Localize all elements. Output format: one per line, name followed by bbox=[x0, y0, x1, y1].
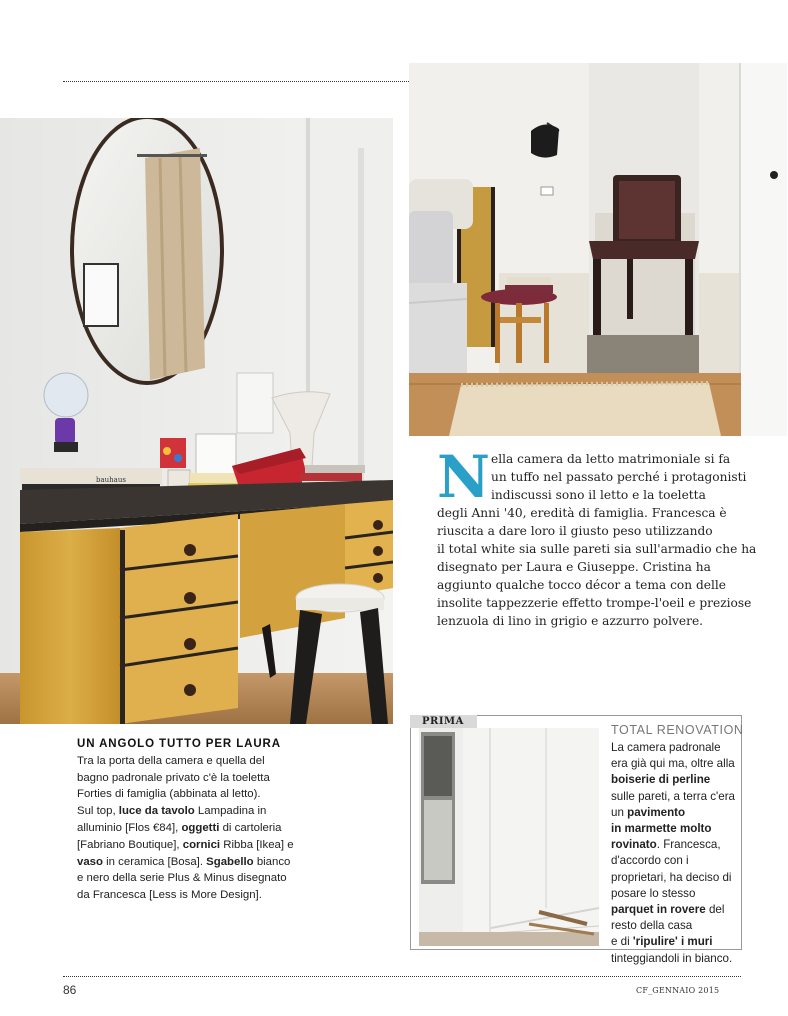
before-line: era già qui ma, oltre alla bbox=[611, 757, 735, 771]
top-rule bbox=[63, 81, 409, 82]
before-line: resto della casa bbox=[611, 919, 693, 933]
before-line: tinteggiandoli in bianco. bbox=[611, 951, 733, 965]
before-text-part: del bbox=[705, 903, 725, 917]
intro-line: aggiunto qualche tocco décor a tema con delle bbox=[437, 578, 726, 592]
before-text-part: un bbox=[611, 805, 628, 819]
caption-text: bianco bbox=[253, 855, 291, 868]
caption-text: Sul top, bbox=[77, 805, 119, 818]
before-line: d'accordo con i bbox=[611, 854, 689, 868]
intro-line: riuscita a dare loro il giusto peso utilizzando bbox=[437, 524, 713, 538]
caption-keyword: oggetti bbox=[181, 821, 220, 834]
caption-text: alluminio [Flos €84], bbox=[77, 821, 182, 834]
intro-line: il total white sia sulle pareti sia sull'armadio che ha bbox=[437, 542, 757, 556]
intro-line: ella camera da letto matrimoniale si fa bbox=[491, 452, 731, 466]
photo-before bbox=[419, 728, 599, 946]
before-text-part: . Francesca, bbox=[656, 838, 721, 852]
intro-line: degli Anni '40, eredità di famiglia. Francesca è bbox=[437, 506, 727, 520]
before-text-part: e di bbox=[611, 935, 633, 949]
before-line: La camera padronale bbox=[611, 741, 721, 754]
caption-text: [Fabriano Boutique], bbox=[77, 838, 183, 851]
before-keyword: 'ripulire' i muri bbox=[632, 935, 713, 949]
before-keyword: in marmette molto bbox=[611, 822, 712, 836]
before-keyword: boiserie di perline bbox=[611, 773, 711, 787]
caption-text: Lampadina in bbox=[194, 805, 267, 818]
caption-line: Forties di famiglia (abbinata al letto). bbox=[77, 788, 261, 801]
before-line bbox=[611, 902, 751, 918]
photo-bedroom bbox=[409, 63, 787, 436]
intro-line: insolite tappezzerie effetto trompe-l'oeil e preziose bbox=[437, 596, 752, 610]
caption-line: e nero della serie Plus & Minus disegnato bbox=[77, 872, 287, 885]
photo-dressing-table bbox=[0, 118, 393, 724]
intro-line: disegnato per Laura e Giuseppe. Cristina ha bbox=[437, 560, 711, 574]
intro-paragraph bbox=[437, 443, 757, 630]
magazine-issue: CF_GENNAIO 2015 bbox=[636, 986, 720, 995]
caption-keyword: cornici bbox=[182, 838, 221, 851]
intro-line: lenzuola di lino in grigio e azzurro polvere. bbox=[437, 614, 704, 628]
intro-line: indiscussi sono il letto e la toeletta bbox=[491, 488, 706, 502]
intro-line: un tuffo nel passato perché i protagonisti bbox=[491, 470, 747, 484]
caption-text: Ribba [Ikea] e bbox=[220, 838, 294, 851]
before-line bbox=[611, 805, 751, 821]
caption-line bbox=[77, 803, 337, 820]
drop-cap: N bbox=[437, 443, 491, 511]
page-number: 86 bbox=[63, 983, 77, 997]
caption-text: in ceramica [Bosa]. bbox=[102, 855, 207, 868]
bottom-rule bbox=[63, 976, 741, 977]
photo-caption bbox=[77, 736, 337, 904]
before-line: proprietari, ha deciso di bbox=[611, 870, 732, 884]
before-line: posare lo stesso bbox=[611, 886, 696, 900]
caption-line: Tra la porta della camera e quella del bbox=[77, 754, 265, 767]
before-keyword: rovinato bbox=[611, 838, 657, 852]
before-line bbox=[611, 837, 751, 853]
caption-line bbox=[77, 854, 337, 871]
before-keyword: parquet in rovere bbox=[611, 903, 706, 917]
book-title: bauhaus bbox=[96, 476, 126, 484]
caption-keyword: luce da tavolo bbox=[118, 805, 195, 818]
caption-line bbox=[77, 820, 337, 837]
before-text bbox=[611, 740, 751, 967]
caption-title: UN ANGOLO TUTTO PER LAURA bbox=[77, 738, 281, 750]
caption-line bbox=[77, 837, 337, 854]
before-line bbox=[611, 934, 751, 950]
caption-line: da Francesca [Less is More Design]. bbox=[77, 889, 262, 902]
before-label: PRIMA bbox=[410, 715, 477, 728]
before-keyword: pavimento bbox=[627, 805, 686, 819]
caption-line: bagno padronale privato c'è la toeletta bbox=[77, 771, 270, 784]
caption-text: di cartoleria bbox=[219, 821, 282, 834]
caption-keyword: Sgabello bbox=[206, 855, 254, 868]
caption-keyword: vaso bbox=[77, 855, 103, 868]
before-line: sulle pareti, a terra c'era bbox=[611, 789, 736, 803]
before-title: TOTAL RENOVATION bbox=[611, 723, 744, 737]
